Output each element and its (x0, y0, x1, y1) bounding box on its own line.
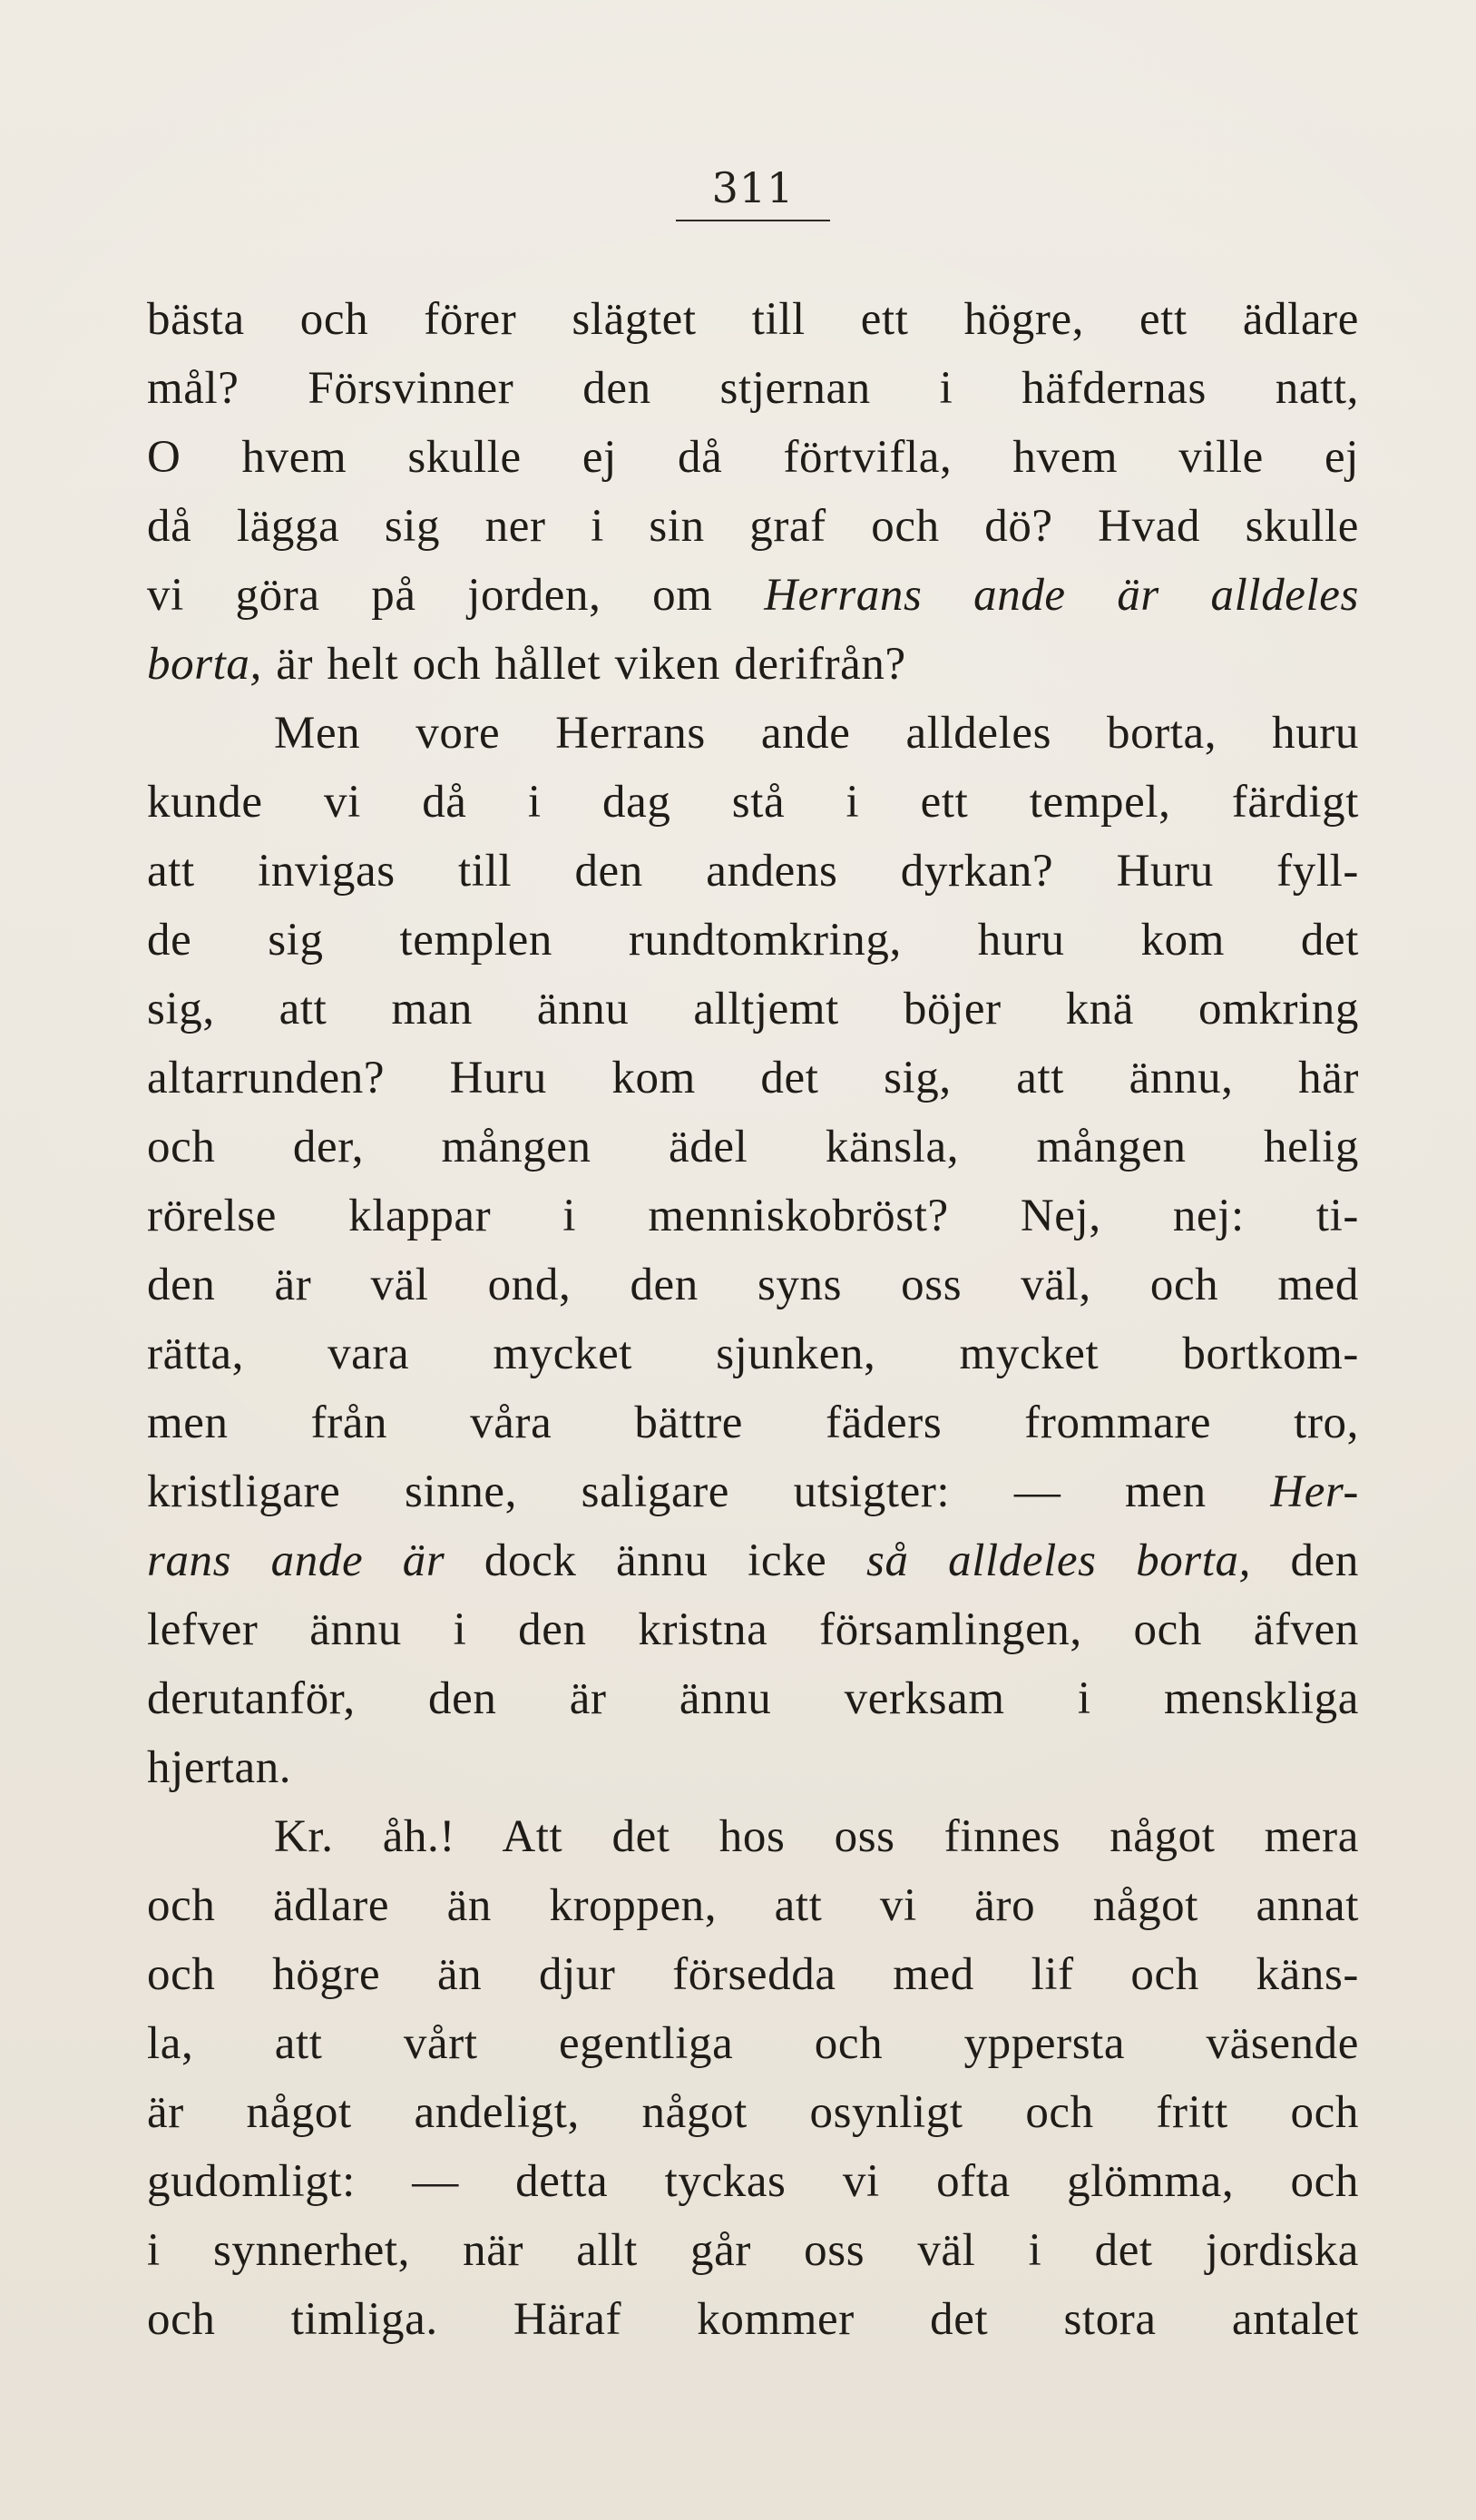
text-line (147, 561, 1359, 630)
text-line (147, 1940, 1359, 2009)
line-text: gudomligt: — detta tyckas vi ofta glömma, och (147, 2156, 1359, 2207)
body-text (147, 285, 1359, 2354)
text-line (147, 1113, 1359, 1182)
text-line (147, 1526, 1359, 1595)
text-line (147, 492, 1359, 561)
text-line (147, 2078, 1359, 2147)
text-line (147, 630, 1359, 699)
text-line (147, 906, 1359, 975)
text-line (147, 423, 1359, 492)
text-line (147, 2216, 1359, 2285)
line-text: kristligare sinne, saligare utsigter: — men (147, 1466, 1271, 1517)
italic-text: Herrans ande är alldeles (764, 570, 1359, 621)
line-text: i synnerhet, när allt går oss väl i det jordiska (147, 2225, 1359, 2276)
text-line (147, 2147, 1359, 2216)
line-text: Men vore Herrans ande alldeles borta, huru (274, 708, 1359, 759)
text-line (147, 1319, 1359, 1388)
page-header (676, 163, 830, 221)
text-line (147, 699, 1359, 768)
italic-text: så alldeles borta, (866, 1535, 1251, 1586)
text-line (147, 1044, 1359, 1113)
text-line (147, 1595, 1359, 1664)
line-text: men från våra bättre fäders frommare tro, (147, 1397, 1359, 1448)
text-line (147, 1733, 1359, 1802)
text-line (147, 1457, 1359, 1526)
line-text: rätta, vara mycket sjunken, mycket bortkom- (147, 1329, 1359, 1379)
italic-text: Her- (1270, 1466, 1359, 1517)
line-text: vi göra på jorden, om (147, 570, 765, 621)
line-text: altarrunden? Huru kom det sig, att ännu, här (147, 1053, 1359, 1103)
line-text: rörelse klappar i menniskobröst? Nej, nej: ti- (147, 1191, 1359, 1241)
line-text: och timliga. Häraf kommer det stora antalet (147, 2294, 1359, 2345)
text-line (147, 975, 1359, 1044)
line-text: att invigas till den andens dyrkan? Huru fyll- (147, 846, 1359, 897)
text-line (147, 768, 1359, 837)
text-line (147, 2285, 1359, 2354)
text-line (147, 1664, 1359, 1733)
line-text: Kr. åh.! Att det hos oss finnes något mera (274, 1811, 1359, 1862)
line-text: den är väl ond, den syns oss väl, och med (147, 1260, 1359, 1310)
line-text: och der, mången ädel känsla, mången helig (147, 1122, 1359, 1172)
text-line (147, 837, 1359, 906)
page-number: 311 (711, 163, 795, 212)
text-line (147, 1871, 1359, 1940)
line-text: hjertan. (147, 1742, 292, 1793)
italic-text: rans ande är (147, 1535, 445, 1586)
text-line (147, 1388, 1359, 1457)
line-text: de sig templen rundtomkring, huru kom det (147, 915, 1359, 966)
line-text: den (1250, 1535, 1359, 1586)
line-text: O hvem skulle ej då förtvifla, hvem ville ej (147, 432, 1359, 483)
line-text: mål? Försvinner den stjernan i häfdernas natt, (147, 363, 1359, 414)
line-text: är helt och hållet viken derifrån? (261, 639, 906, 690)
text-line (147, 285, 1359, 354)
line-text: lefver ännu i den kristna församlingen, och äfven (147, 1604, 1359, 1655)
line-text: då lägga sig ner i sin graf och dö? Hvad skulle (147, 501, 1359, 552)
italic-text: borta, (147, 639, 262, 690)
text-line (147, 1182, 1359, 1250)
line-text: och högre än djur försedda med lif och käns- (147, 1949, 1359, 2000)
line-text: la, att vårt egentliga och yppersta väsende (147, 2018, 1359, 2069)
text-line (147, 1802, 1359, 1871)
text-line (147, 354, 1359, 423)
line-text: kunde vi då i dag stå i ett tempel, färdigt (147, 777, 1359, 828)
line-text: sig, att man ännu alltjemt böjer knä omkring (147, 984, 1359, 1034)
line-text: dock ännu icke (445, 1535, 866, 1586)
line-text: bästa och förer slägtet till ett högre, ett ädlare (147, 294, 1359, 345)
text-line (147, 1250, 1359, 1319)
line-text: derutanför, den är ännu verksam i menskliga (147, 1673, 1359, 1724)
line-text: och ädlare än kroppen, att vi äro något annat (147, 1880, 1359, 1931)
header-rule (676, 220, 830, 221)
line-text: är något andeligt, något osynligt och fritt och (147, 2087, 1359, 2138)
text-line (147, 2009, 1359, 2078)
